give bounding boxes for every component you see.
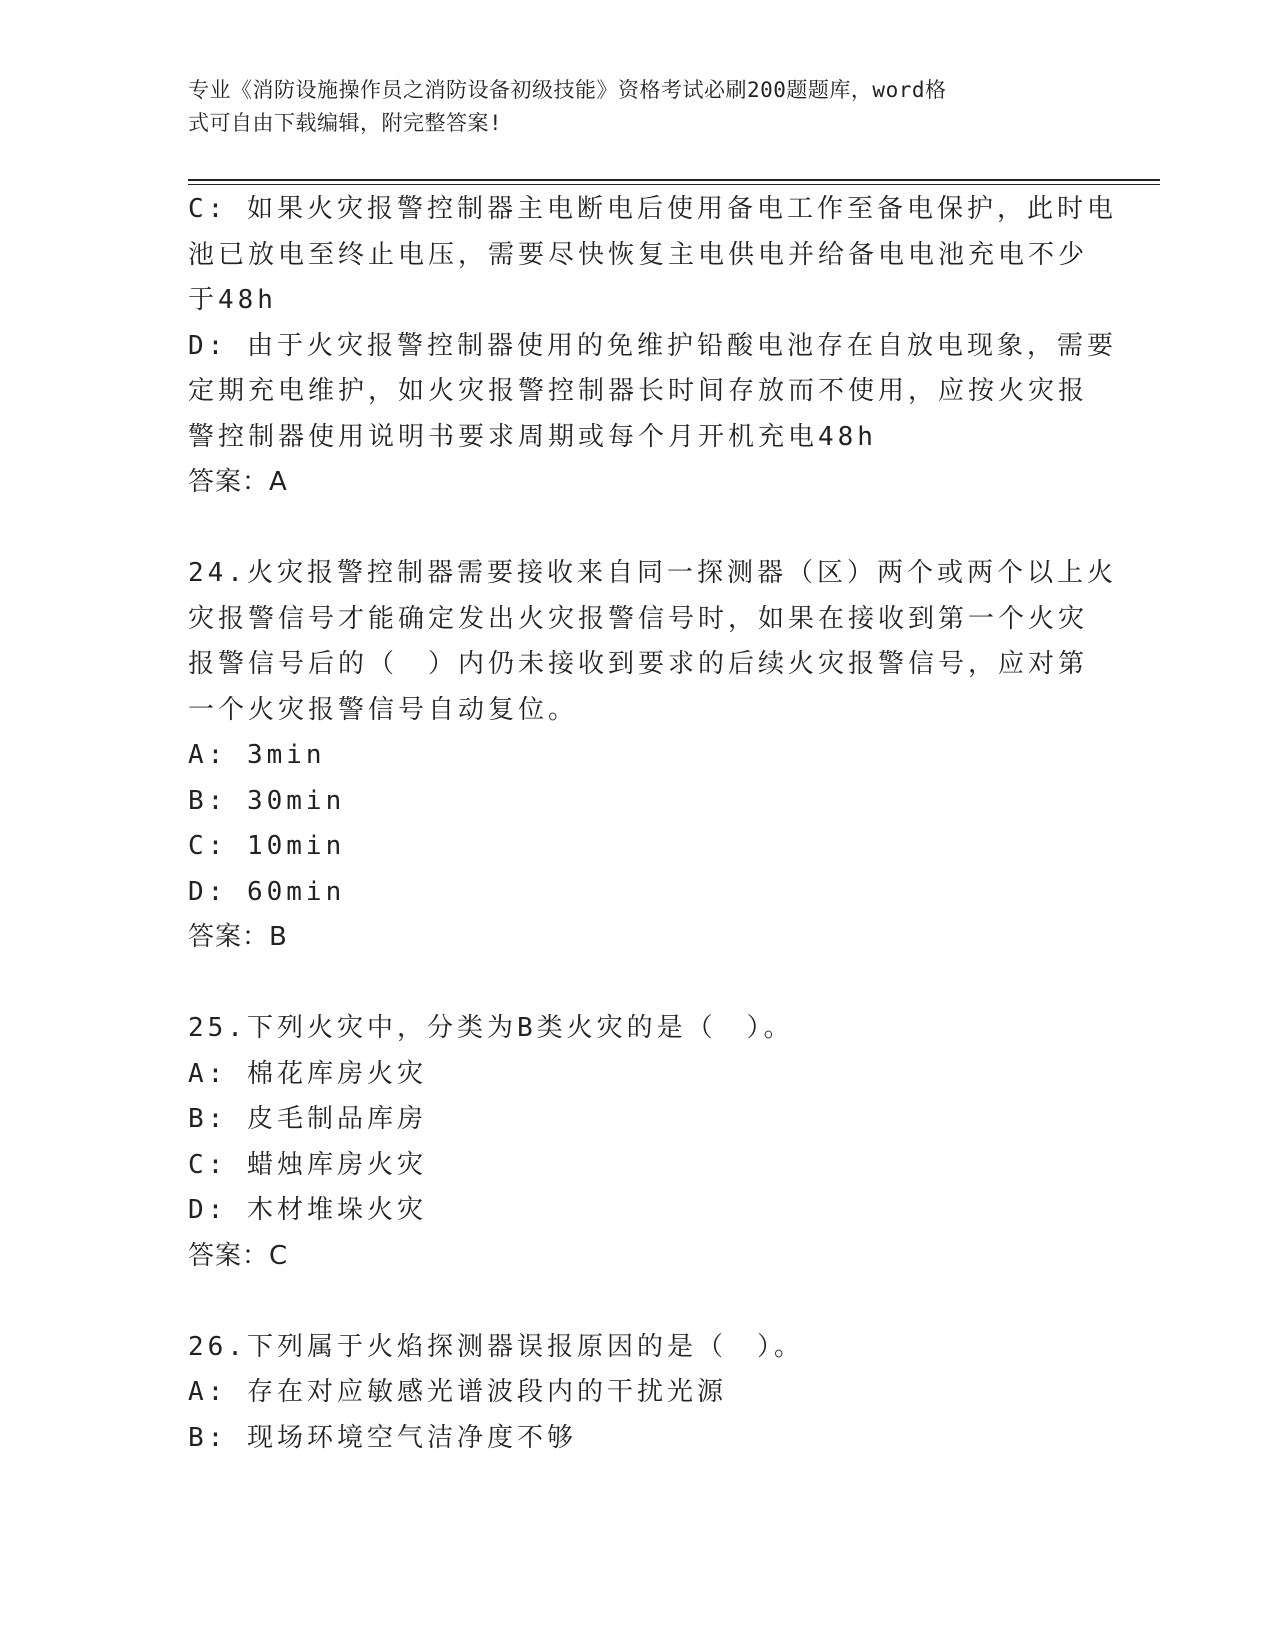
option-b: B: 皮毛制品库房 — [188, 1104, 427, 1134]
option-c-line: C: 如果火灾报警控制器主电断电后使用备电工作至备电保护，此时电 — [188, 194, 1117, 224]
option-d: D: 60min — [188, 876, 346, 907]
option-a: A: 3min — [188, 740, 326, 770]
document-header — [188, 74, 1078, 140]
question-stem-line: 报警信号后的（ ）内仍未接收到要求的后续火灾报警信号，应对第 — [188, 649, 1089, 679]
option-d: D: 木材堆垛火灾 — [188, 1195, 427, 1225]
answer-label: 答案：C — [188, 1240, 289, 1271]
question-24 — [188, 551, 1117, 961]
option-c: C: 蜡烛库房火灾 — [188, 1149, 427, 1180]
question-stem-line: 24.火灾报警控制器需要接收来自同一探测器（区）两个或两个以上火 — [188, 558, 1117, 588]
header-divider-thick — [188, 179, 1160, 181]
option-d-line: 定期充电维护，如火灾报警控制器长时间存放而不使用，应按火灾报 — [188, 376, 1089, 406]
option-c-line: 于48h — [188, 285, 277, 315]
answer-label: 答案：B — [188, 922, 288, 952]
option-a: A: 存在对应敏感光谱波段内的干扰光源 — [188, 1377, 727, 1407]
header-line-1: 专业《消防设施操作员之消防设备初级技能》资格考试必刷200题题库，word格 — [188, 78, 947, 102]
option-d-line: 警控制器使用说明书要求周期或每个月开机充电48h — [188, 421, 877, 452]
question-stem-line: 25.下列火灾中，分类为B类火灾的是（ ）。 — [188, 1013, 794, 1043]
spacer — [188, 506, 1088, 552]
option-c: C: 10min — [188, 831, 346, 861]
question-stem-line: 一个火灾报警信号自动复位。 — [188, 694, 579, 725]
question-25 — [188, 1006, 1088, 1279]
question-26 — [188, 1325, 1088, 1462]
question-content — [188, 187, 1117, 1461]
option-a: A: 棉花库房火灾 — [188, 1058, 427, 1089]
question-stem-line: 26.下列属于火焰探测器误报原因的是（ ）。 — [188, 1331, 804, 1362]
header-line-2: 式可自由下载编辑，附完整答案! — [188, 111, 503, 135]
answer-label: 答案：A — [188, 467, 288, 497]
option-b: B: 现场环境空气洁净度不够 — [188, 1422, 577, 1453]
spacer — [188, 1279, 1088, 1325]
header-divider-thin — [188, 184, 1160, 185]
option-d-line: D: 由于火灾报警控制器使用的免维护铅酸电池存在自放电现象，需要 — [188, 330, 1117, 361]
spacer — [188, 961, 1088, 1007]
option-b: B: 30min — [188, 785, 346, 816]
question-stem-line: 灾报警信号才能确定发出火灾报警信号时，如果在接收到第一个火灾 — [188, 603, 1089, 634]
prev-question — [188, 187, 1117, 506]
option-c-line: 池已放电至终止电压，需要尽快恢复主电供电并给备电电池充电不少 — [188, 239, 1089, 270]
